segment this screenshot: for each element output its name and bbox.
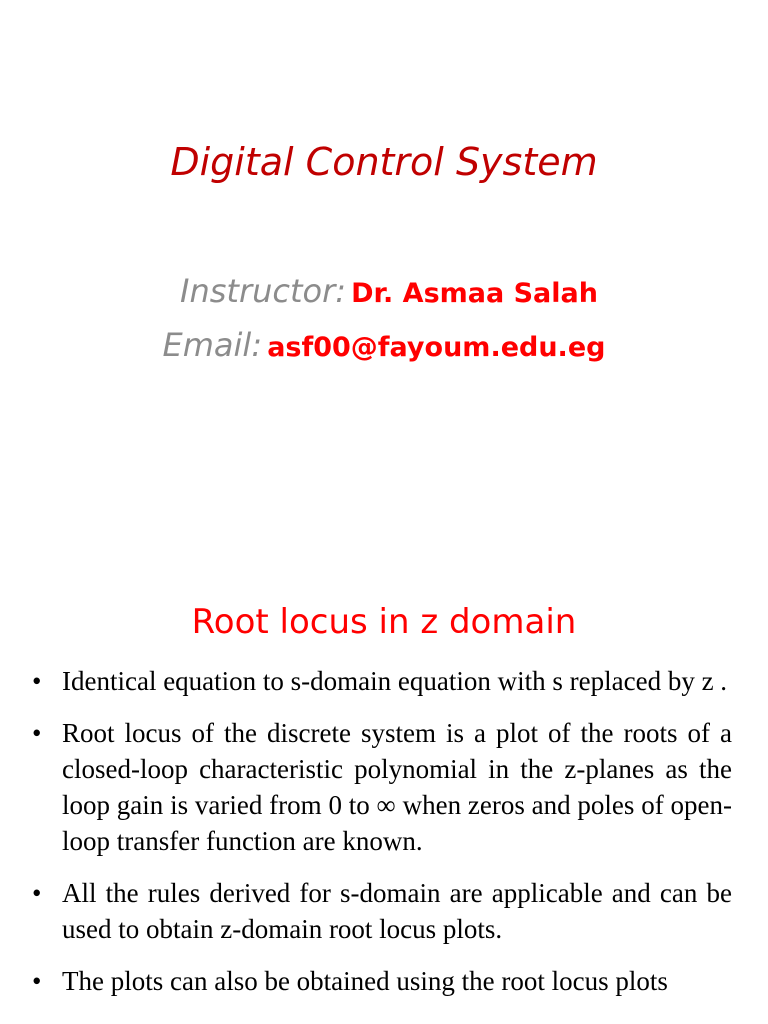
bullet-item — [32, 663, 732, 699]
bullet-text: Identical equation to s-domain equation with s replaced by z . — [62, 666, 728, 696]
bullet-item — [32, 715, 732, 859]
bullet-text: Root locus of the discrete system is a plot of the roots of a closed-loop characteristic polynomial in the z-planes as the loop gain is varied from 0 to ∞ when zeros and poles of open-loop transfer function are known. — [62, 718, 732, 856]
instructor-label: Instructor: — [180, 272, 347, 310]
slide-title: Root locus in z domain — [191, 602, 577, 642]
bullet-icon: • — [32, 966, 42, 996]
bullet-list — [0, 663, 768, 1015]
bullet-icon: • — [32, 718, 42, 748]
bullet-icon: • — [32, 666, 42, 696]
root-locus-slide — [0, 560, 768, 1024]
bullet-icon: • — [32, 878, 42, 908]
instructor-line — [0, 272, 768, 310]
course-title: Digital Control System — [170, 140, 598, 184]
email-line — [0, 326, 768, 364]
bullet-text: All the rules derived for s-domain are applicable and can be used to obtain z-domain root locus plots. — [62, 878, 732, 944]
instructor-name: Dr. Asmaa Salah — [351, 278, 598, 309]
bullet-item — [32, 963, 732, 999]
bullet-text: The plots can also be obtained using the root locus plots — [62, 966, 668, 996]
bullet-item — [32, 875, 732, 947]
email-label: Email: — [162, 326, 263, 364]
email-address: asf00@fayoum.edu.eg — [267, 332, 606, 363]
